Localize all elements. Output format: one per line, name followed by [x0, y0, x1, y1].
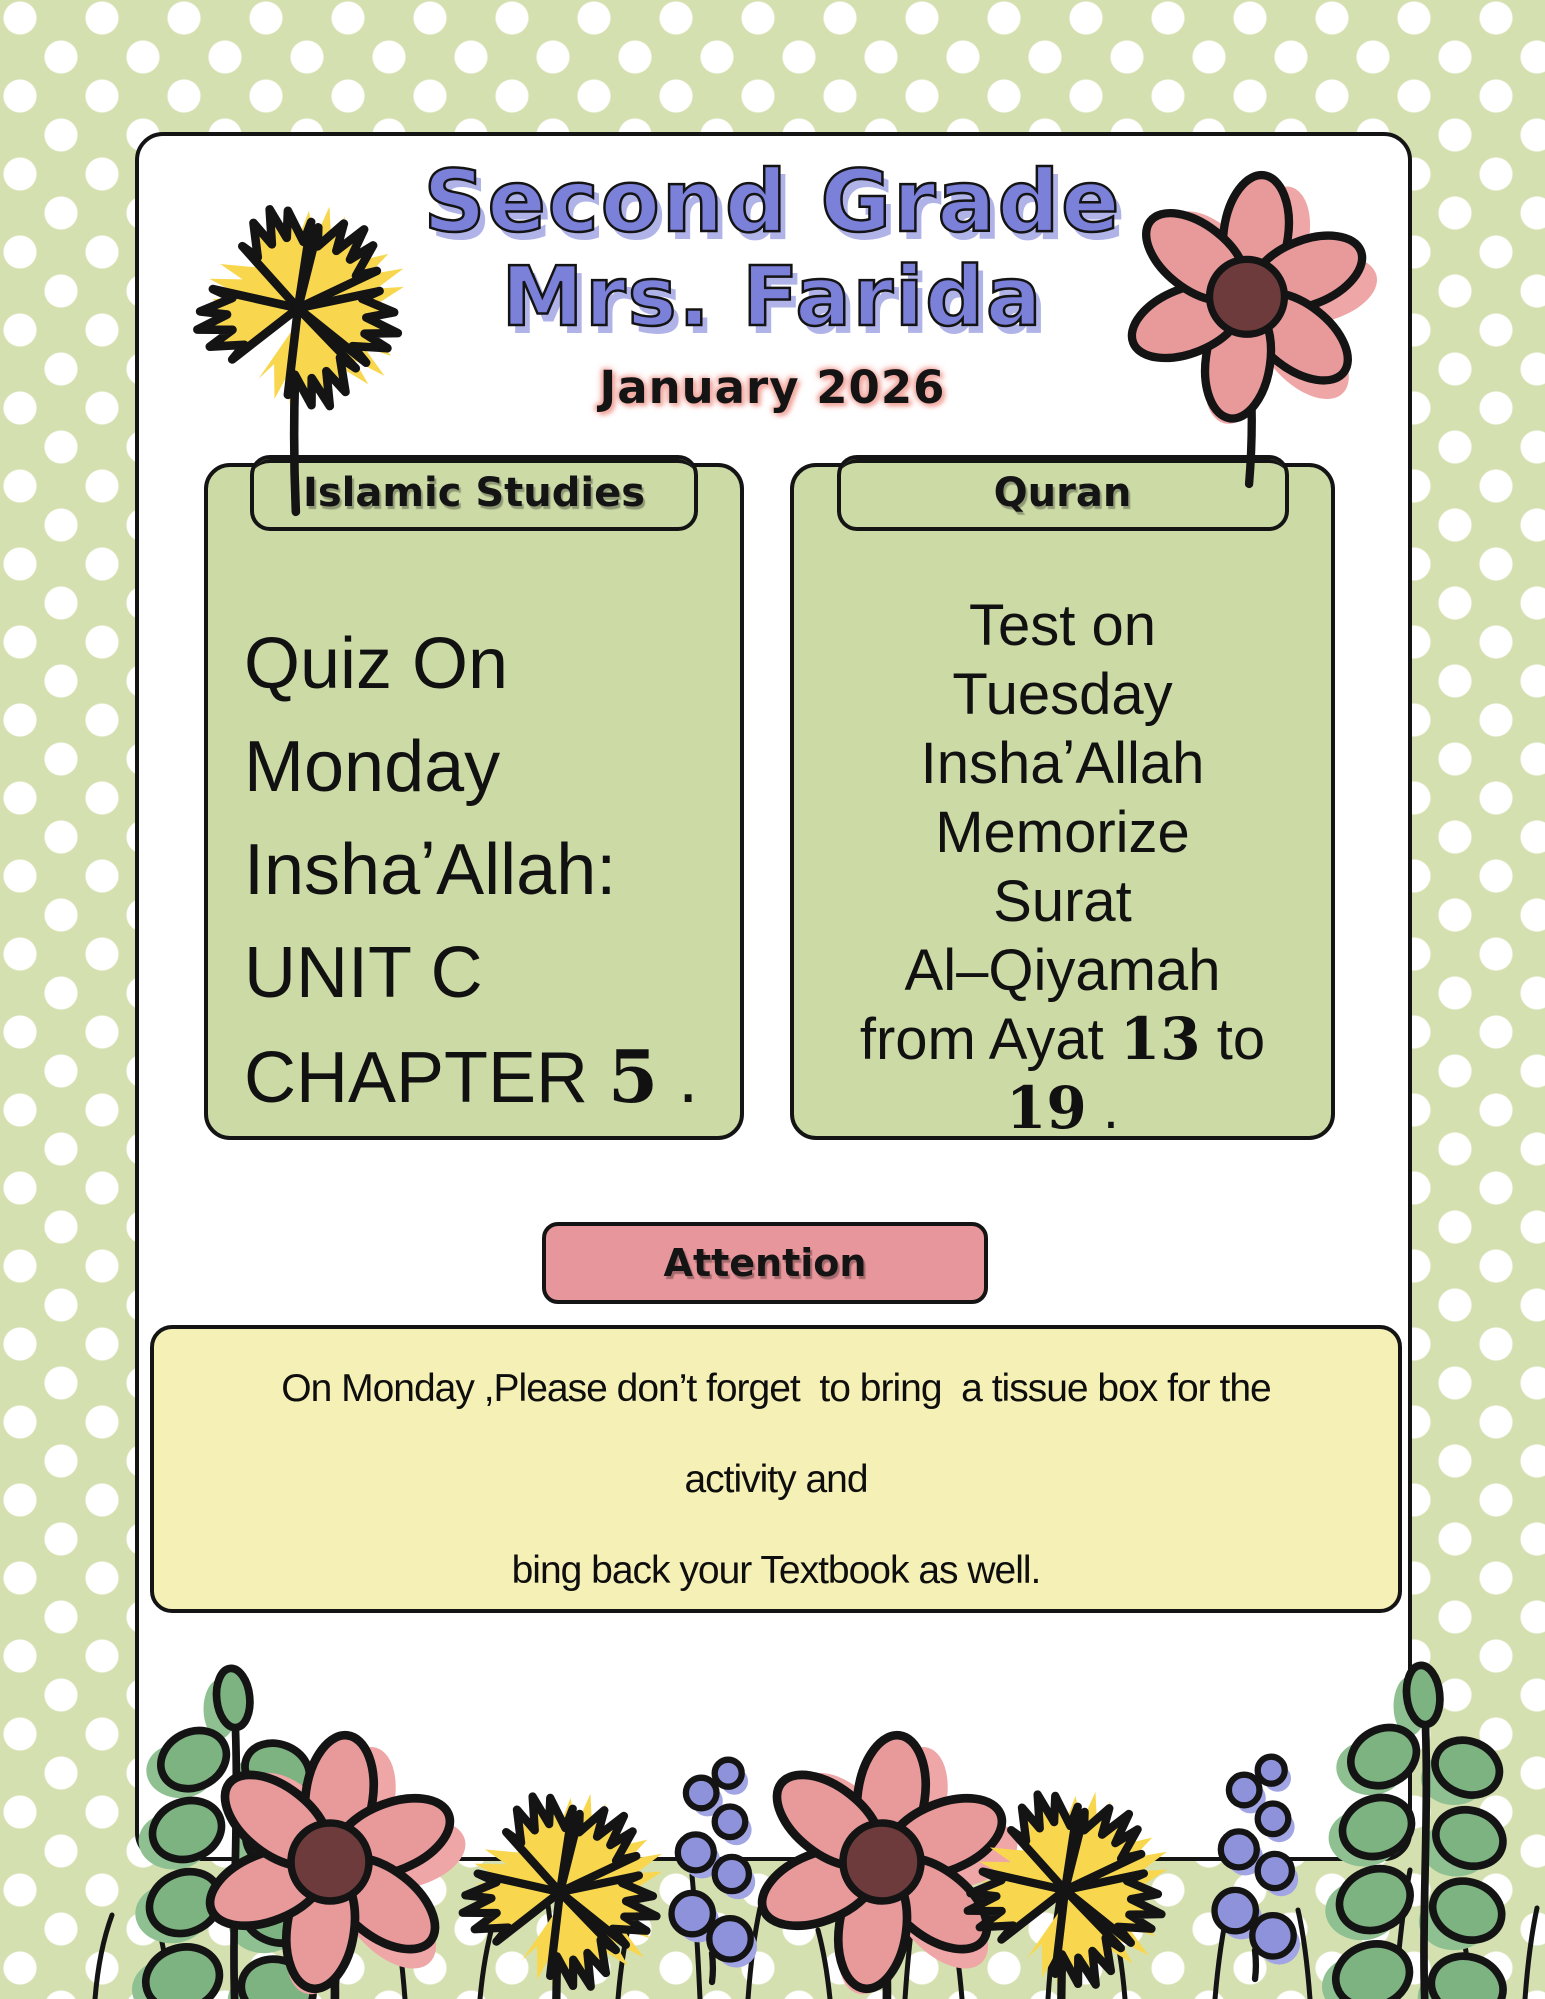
ayat-to-number: 19 [1006, 1074, 1087, 1142]
purple-berries-icon [672, 1760, 758, 1982]
yellow-cornflower-icon [148, 158, 448, 512]
quran-line-ayat-end [802, 1074, 1323, 1143]
islamic-studies-panel [204, 463, 744, 1140]
bottom-garden [0, 1620, 1545, 1999]
title-grade: Second Grade [423, 152, 1122, 252]
ayat-text: from Ayat [859, 1007, 1120, 1072]
ayat-from-number: 13 [1119, 1005, 1201, 1073]
islamic-line-chapter [244, 1025, 726, 1130]
attention-badge [542, 1222, 988, 1304]
islamic-line: InshaʼAllah: [244, 830, 617, 910]
quran-line: InshaʼAllah [920, 731, 1205, 796]
date-line: January 2026 [599, 361, 946, 414]
islamic-line: UNIT C [244, 933, 483, 1013]
chapter-text: CHAPTER [244, 1038, 609, 1118]
quran-line: Memorize [935, 800, 1190, 865]
chapter-number: 5 [608, 1034, 659, 1119]
title-teacher: Mrs. Farida [501, 250, 1044, 345]
note-box [150, 1325, 1402, 1613]
islamic-studies-text [208, 467, 740, 1130]
quran-line-ayat [802, 1005, 1323, 1074]
ayat-period: . [1086, 1076, 1119, 1141]
note-line: bing back your Textbook as well. [511, 1549, 1041, 1592]
quran-line: Test on [969, 593, 1156, 658]
quran-panel [790, 463, 1335, 1140]
chapter-period: . [658, 1038, 699, 1118]
quran-line: Surat [993, 869, 1132, 934]
islamic-line: Monday [244, 727, 501, 807]
note-line: On Monday ,Please don’t forget to bring a tissue box for the [281, 1367, 1271, 1410]
quran-line: Tuesday [952, 662, 1173, 727]
ayat-to-text: to [1200, 1007, 1266, 1072]
pink-daisy-icon [1122, 172, 1372, 484]
green-sprig-icon [1322, 1664, 1510, 1999]
quran-text [794, 467, 1331, 1143]
quran-tab-label: Quran [993, 470, 1132, 516]
islamic-line: Quiz On [244, 624, 509, 704]
quran-line: Al–Qiyamah [904, 938, 1221, 1003]
note-line: activity and [684, 1458, 868, 1501]
purple-berries-icon [1215, 1757, 1301, 1979]
attention-label: Attention [663, 1241, 867, 1285]
islamic-studies-tab-label: Islamic Studies [302, 470, 646, 516]
